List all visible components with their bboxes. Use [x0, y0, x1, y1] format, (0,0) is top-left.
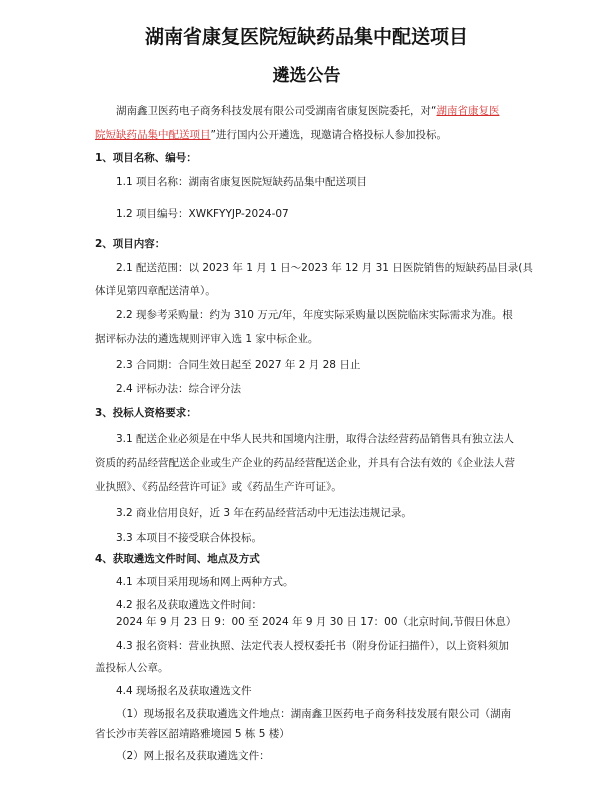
- section-2-heading: 2、项目内容：: [95, 238, 166, 250]
- intro-line-2: [95, 128, 447, 142]
- intro-line-1: [116, 104, 499, 118]
- registration-time-label: 4.2 报名及获取遴选文件时间：: [116, 599, 263, 611]
- registration-documents: 4.3 报名资料：营业执照、法定代表人授权委托书（附身份证扫描件），以上资料须加: [116, 640, 509, 652]
- onsite-location-cont: 省长沙市芙蓉区韶靖路雅境园 5 栋 5 楼）: [95, 728, 290, 740]
- qualification-2: 3.2 商业信用良好，近 3 年在药品经营活动中无违法违规记录。: [116, 507, 412, 519]
- qualification-1-cont-2: 业执照》、《药品经营许可证》或《药品生产许可证》。: [95, 481, 342, 493]
- section-1-heading: 1、项目名称、编号：: [95, 152, 197, 164]
- purchase-volume-cont: 据评标办法的遴选规则评审入选 1 家中标企业。: [95, 333, 319, 345]
- purchase-volume: 2.2 现参考采购量：约为 310 万元/年，年度实际采购量以医院临床实际需求为准。根: [116, 309, 513, 321]
- onsite-location: （1）现场报名及获取遴选文件地点：湖南鑫卫医药电子商务科技发展有限公司（湖南: [116, 708, 512, 720]
- delivery-scope-cont: 体详见第四章配送清单）。: [95, 285, 216, 297]
- qualification-1: 3.1 配送企业必须是在中华人民共和国境内注册，取得合法经营药品销售具有独立法人: [116, 433, 515, 445]
- online-registration: （2）网上报名及获取遴选文件：: [116, 750, 270, 762]
- project-name-link-cont[interactable]: 院短缺药品集中配送项目: [95, 129, 211, 141]
- project-name: 1.1 项目名称：湖南省康复医院短缺药品集中配送项目: [116, 176, 368, 188]
- qualification-1-cont: 资质的药品经营配送企业或生产企业的药品经营配送企业，并具有合法有效的《企业法人营: [95, 457, 515, 469]
- project-name-link[interactable]: 湖南省康复医: [436, 105, 500, 117]
- intro-text: 湖南鑫卫医药电子商务科技发展有限公司受湖南省康复医院委托，对“: [116, 105, 437, 117]
- delivery-scope: 2.1 配送范围：以 2023 年 1 月 1 日～2023 年 12 月 31 日医院销售的短缺药品目录(具: [116, 262, 533, 274]
- registration-documents-cont: 盖投标人公章。: [95, 662, 169, 674]
- contract-period: 2.3 合同期：合同生效日起至 2027 年 2 月 28 日止: [116, 359, 361, 371]
- section-4-heading: 4、获取遴选文件时间、地点及方式: [95, 553, 260, 565]
- section-3-heading: 3、投标人资格要求：: [95, 407, 197, 419]
- onsite-registration: 4.4 现场报名及获取遴选文件: [116, 685, 252, 697]
- registration-method: 4.1 本项目采用现场和网上两种方式。: [116, 576, 294, 588]
- registration-time: 2024 年 9 月 23 日 9：00 至 2024 年 9 月 30 日 17：00（北京时间,节假日休息）: [116, 616, 517, 628]
- evaluation-method: 2.4 评标办法：综合评分法: [116, 383, 242, 395]
- intro-text-end: ”进行国内公开遴选，现邀请合格投标人参加投标。: [210, 129, 447, 141]
- document-subtitle: 遴选公告: [272, 66, 341, 86]
- document-title: 湖南省康复医院短缺药品集中配送项目: [144, 26, 468, 48]
- project-number: 1.2 项目编号：XWKFYYJP-2024-07: [116, 208, 289, 220]
- qualification-3: 3.3 本项目不接受联合体投标。: [116, 532, 263, 544]
